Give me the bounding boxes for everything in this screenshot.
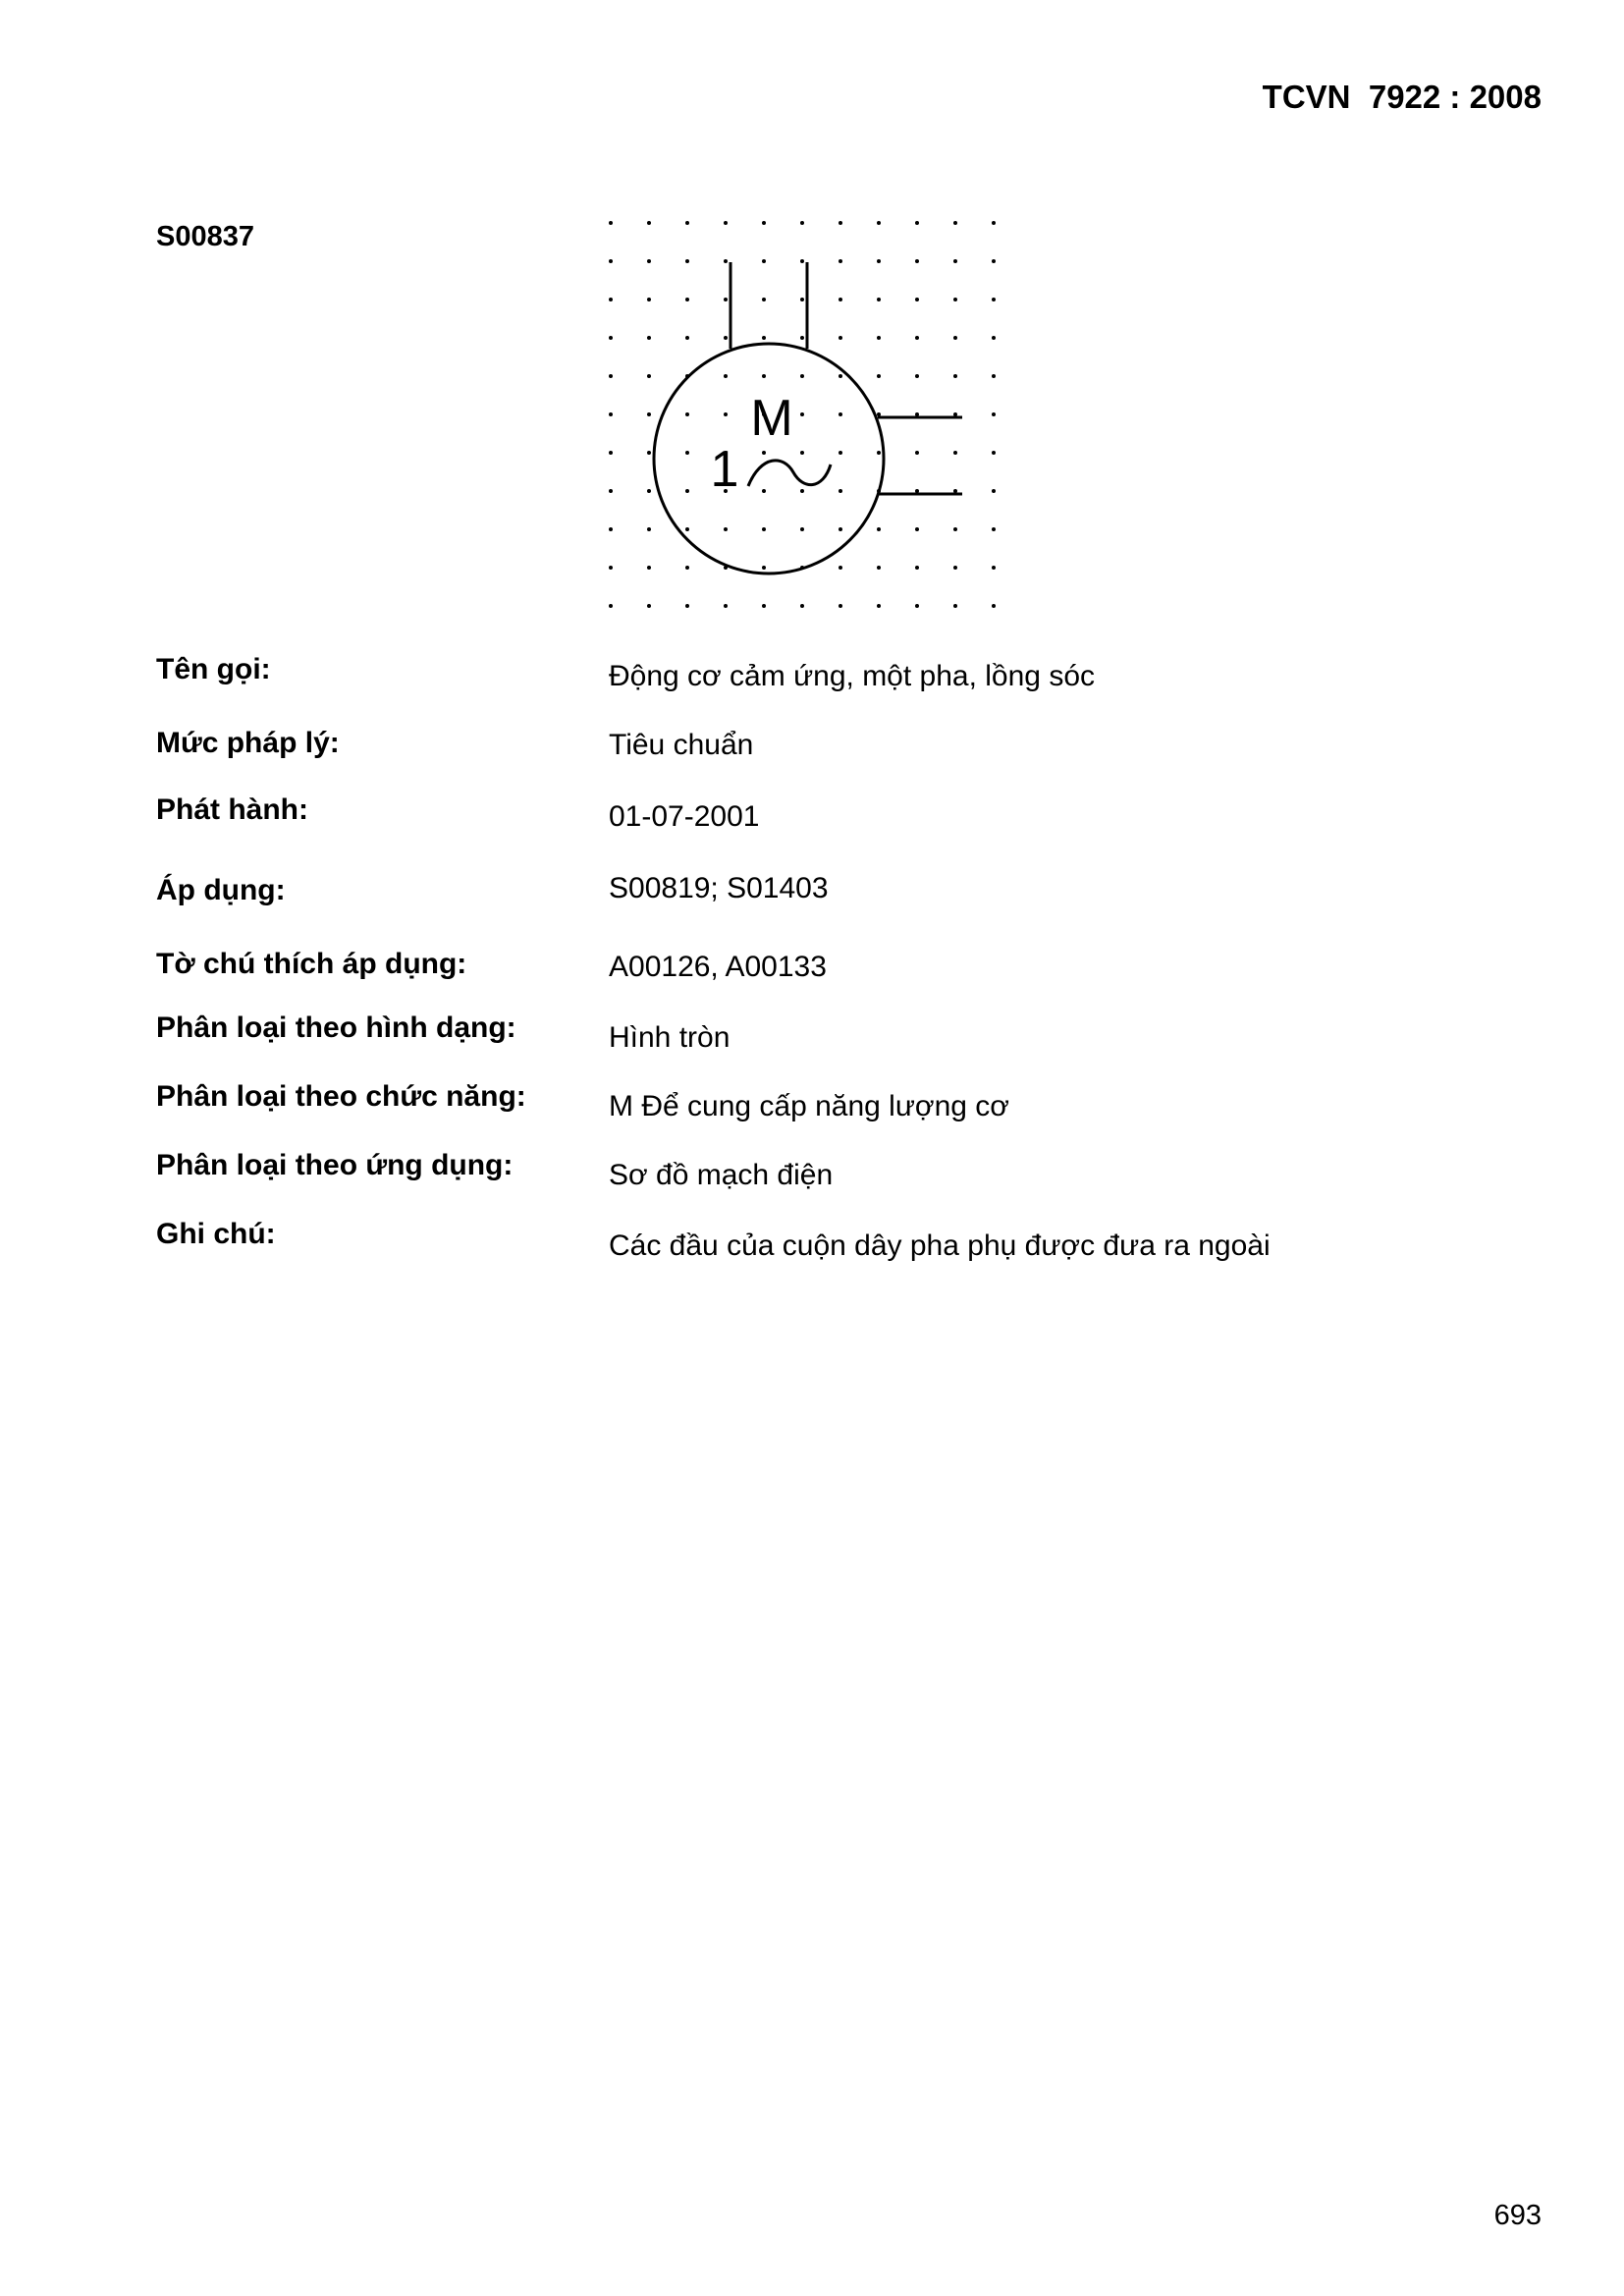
grid-dot — [953, 527, 957, 531]
grid-dot — [762, 374, 766, 378]
grid-dot — [877, 221, 881, 225]
attribute-value: A00126, A00133 — [609, 951, 827, 983]
grid-dot — [915, 604, 919, 608]
grid-dot — [839, 451, 842, 455]
grid-dot — [915, 412, 919, 416]
attribute-value: Tiêu chuẩn — [609, 729, 754, 761]
attribute-value: 01-07-2001 — [609, 800, 760, 833]
grid-dot — [685, 489, 689, 493]
grid-dot — [953, 221, 957, 225]
grid-dot — [609, 298, 613, 301]
grid-dot — [609, 374, 613, 378]
grid-dot — [877, 374, 881, 378]
grid-dot — [915, 451, 919, 455]
grid-dot — [609, 489, 613, 493]
grid-dot — [762, 298, 766, 301]
grid-dot — [839, 412, 842, 416]
attribute-value: Sơ đồ mạch điện — [609, 1159, 834, 1191]
grid-dot — [685, 451, 689, 455]
attribute-label: Tên gọi: — [156, 653, 271, 685]
grid-dot — [915, 566, 919, 570]
grid-dot — [800, 259, 804, 263]
grid-dot — [992, 298, 996, 301]
motor-letter: M — [750, 390, 793, 447]
grid-dot — [647, 412, 651, 416]
grid-dot — [992, 221, 996, 225]
grid-dot — [877, 412, 881, 416]
grid-dot — [839, 259, 842, 263]
attribute-label: Phân loại theo hình dạng: — [156, 1011, 516, 1044]
grid-dot — [724, 412, 728, 416]
standard-code: TCVN 7922 : 2008 — [1262, 79, 1542, 115]
grid-dot — [609, 566, 613, 570]
grid-dot — [647, 489, 651, 493]
grid-dot — [800, 374, 804, 378]
grid-dot — [877, 566, 881, 570]
grid-dot — [685, 221, 689, 225]
symbol-id: S00837 — [156, 221, 254, 252]
grid-dot — [724, 221, 728, 225]
page-number: 693 — [1493, 2200, 1542, 2231]
grid-dot — [915, 259, 919, 263]
grid-dot — [877, 336, 881, 340]
grid-dot — [800, 412, 804, 416]
attribute-label: Áp dụng: — [156, 874, 286, 906]
grid-dot — [724, 298, 728, 301]
grid-dot — [609, 527, 613, 531]
grid-dot — [685, 412, 689, 416]
grid-dot — [609, 451, 613, 455]
grid-dot — [800, 221, 804, 225]
grid-dot — [609, 412, 613, 416]
grid-dot — [762, 451, 766, 455]
grid-dot — [724, 336, 728, 340]
grid-dot — [915, 489, 919, 493]
grid-dot — [839, 489, 842, 493]
motor-symbol-diagram — [599, 211, 1011, 624]
attribute-value: Hình tròn — [609, 1021, 731, 1054]
grid-dot — [647, 566, 651, 570]
grid-dot — [992, 604, 996, 608]
grid-dot — [724, 527, 728, 531]
grid-dot — [685, 604, 689, 608]
grid-dot — [915, 336, 919, 340]
grid-dot — [647, 336, 651, 340]
grid-dot — [685, 298, 689, 301]
grid-dot — [953, 451, 957, 455]
grid-dot — [609, 221, 613, 225]
grid-dot — [800, 527, 804, 531]
attribute-label: Phân loại theo ứng dụng: — [156, 1149, 514, 1181]
grid-dot — [647, 221, 651, 225]
grid-dot — [762, 566, 766, 570]
grid-dot — [800, 298, 804, 301]
attribute-value: Động cơ cảm ứng, một pha, lồng sóc — [609, 660, 1095, 692]
grid-dot — [839, 221, 842, 225]
grid-dot — [839, 604, 842, 608]
grid-dot — [762, 221, 766, 225]
grid-dot — [953, 259, 957, 263]
grid-dot — [877, 604, 881, 608]
grid-dot — [839, 527, 842, 531]
grid-dot — [877, 527, 881, 531]
grid-dot — [724, 604, 728, 608]
grid-dot — [992, 336, 996, 340]
grid-dot — [953, 298, 957, 301]
grid-dot — [953, 489, 957, 493]
grid-dot — [839, 566, 842, 570]
grid-dot — [685, 259, 689, 263]
grid-dot — [800, 336, 804, 340]
grid-dot — [992, 566, 996, 570]
grid-dot — [647, 451, 651, 455]
grid-dot — [915, 527, 919, 531]
grid-dot — [992, 489, 996, 493]
grid-dot — [762, 336, 766, 340]
grid-dot — [953, 566, 957, 570]
grid-dot — [762, 489, 766, 493]
grid-dot — [877, 298, 881, 301]
grid-dot — [839, 298, 842, 301]
grid-dot — [839, 336, 842, 340]
grid-dot — [915, 221, 919, 225]
ac-tilde-icon — [748, 461, 831, 486]
grid-dot — [800, 604, 804, 608]
grid-dot — [609, 259, 613, 263]
grid-dot — [953, 336, 957, 340]
phase-count: 1 — [710, 441, 739, 498]
grid-dot — [953, 412, 957, 416]
attribute-label: Phát hành: — [156, 793, 308, 826]
grid-dot — [685, 566, 689, 570]
grid-dot — [647, 298, 651, 301]
grid-dot — [762, 604, 766, 608]
grid-dot — [953, 374, 957, 378]
attribute-value: S00819; S01403 — [609, 872, 829, 904]
grid-dot — [762, 259, 766, 263]
grid-dot — [992, 374, 996, 378]
grid-dot — [915, 298, 919, 301]
grid-dot — [762, 527, 766, 531]
attribute-label: Tờ chú thích áp dụng: — [156, 948, 467, 980]
grid-dot — [685, 527, 689, 531]
grid-dot — [915, 374, 919, 378]
motor-circle — [654, 344, 884, 574]
grid-dot — [992, 527, 996, 531]
grid-dot — [992, 259, 996, 263]
grid-dot — [953, 604, 957, 608]
grid-dot — [685, 336, 689, 340]
attribute-label: Ghi chú: — [156, 1218, 276, 1250]
grid-dot — [609, 604, 613, 608]
attribute-label: Phân loại theo chức năng: — [156, 1080, 526, 1113]
grid-dot — [839, 374, 842, 378]
grid-dot — [609, 336, 613, 340]
grid-dot — [800, 489, 804, 493]
grid-dot — [992, 412, 996, 416]
grid-dot — [992, 451, 996, 455]
grid-dot — [647, 259, 651, 263]
grid-dot — [724, 259, 728, 263]
grid-dot — [647, 374, 651, 378]
attribute-value: M Để cung cấp năng lượng cơ — [609, 1090, 1009, 1122]
grid-dot — [647, 527, 651, 531]
grid-dot — [800, 451, 804, 455]
grid-dot — [724, 374, 728, 378]
dot-grid — [609, 221, 996, 608]
grid-dot — [877, 451, 881, 455]
grid-dot — [647, 604, 651, 608]
grid-dot — [877, 259, 881, 263]
attribute-value: Các đầu của cuộn dây pha phụ được đưa ra ngoài — [609, 1230, 1271, 1262]
attribute-label: Mức pháp lý: — [156, 727, 340, 759]
